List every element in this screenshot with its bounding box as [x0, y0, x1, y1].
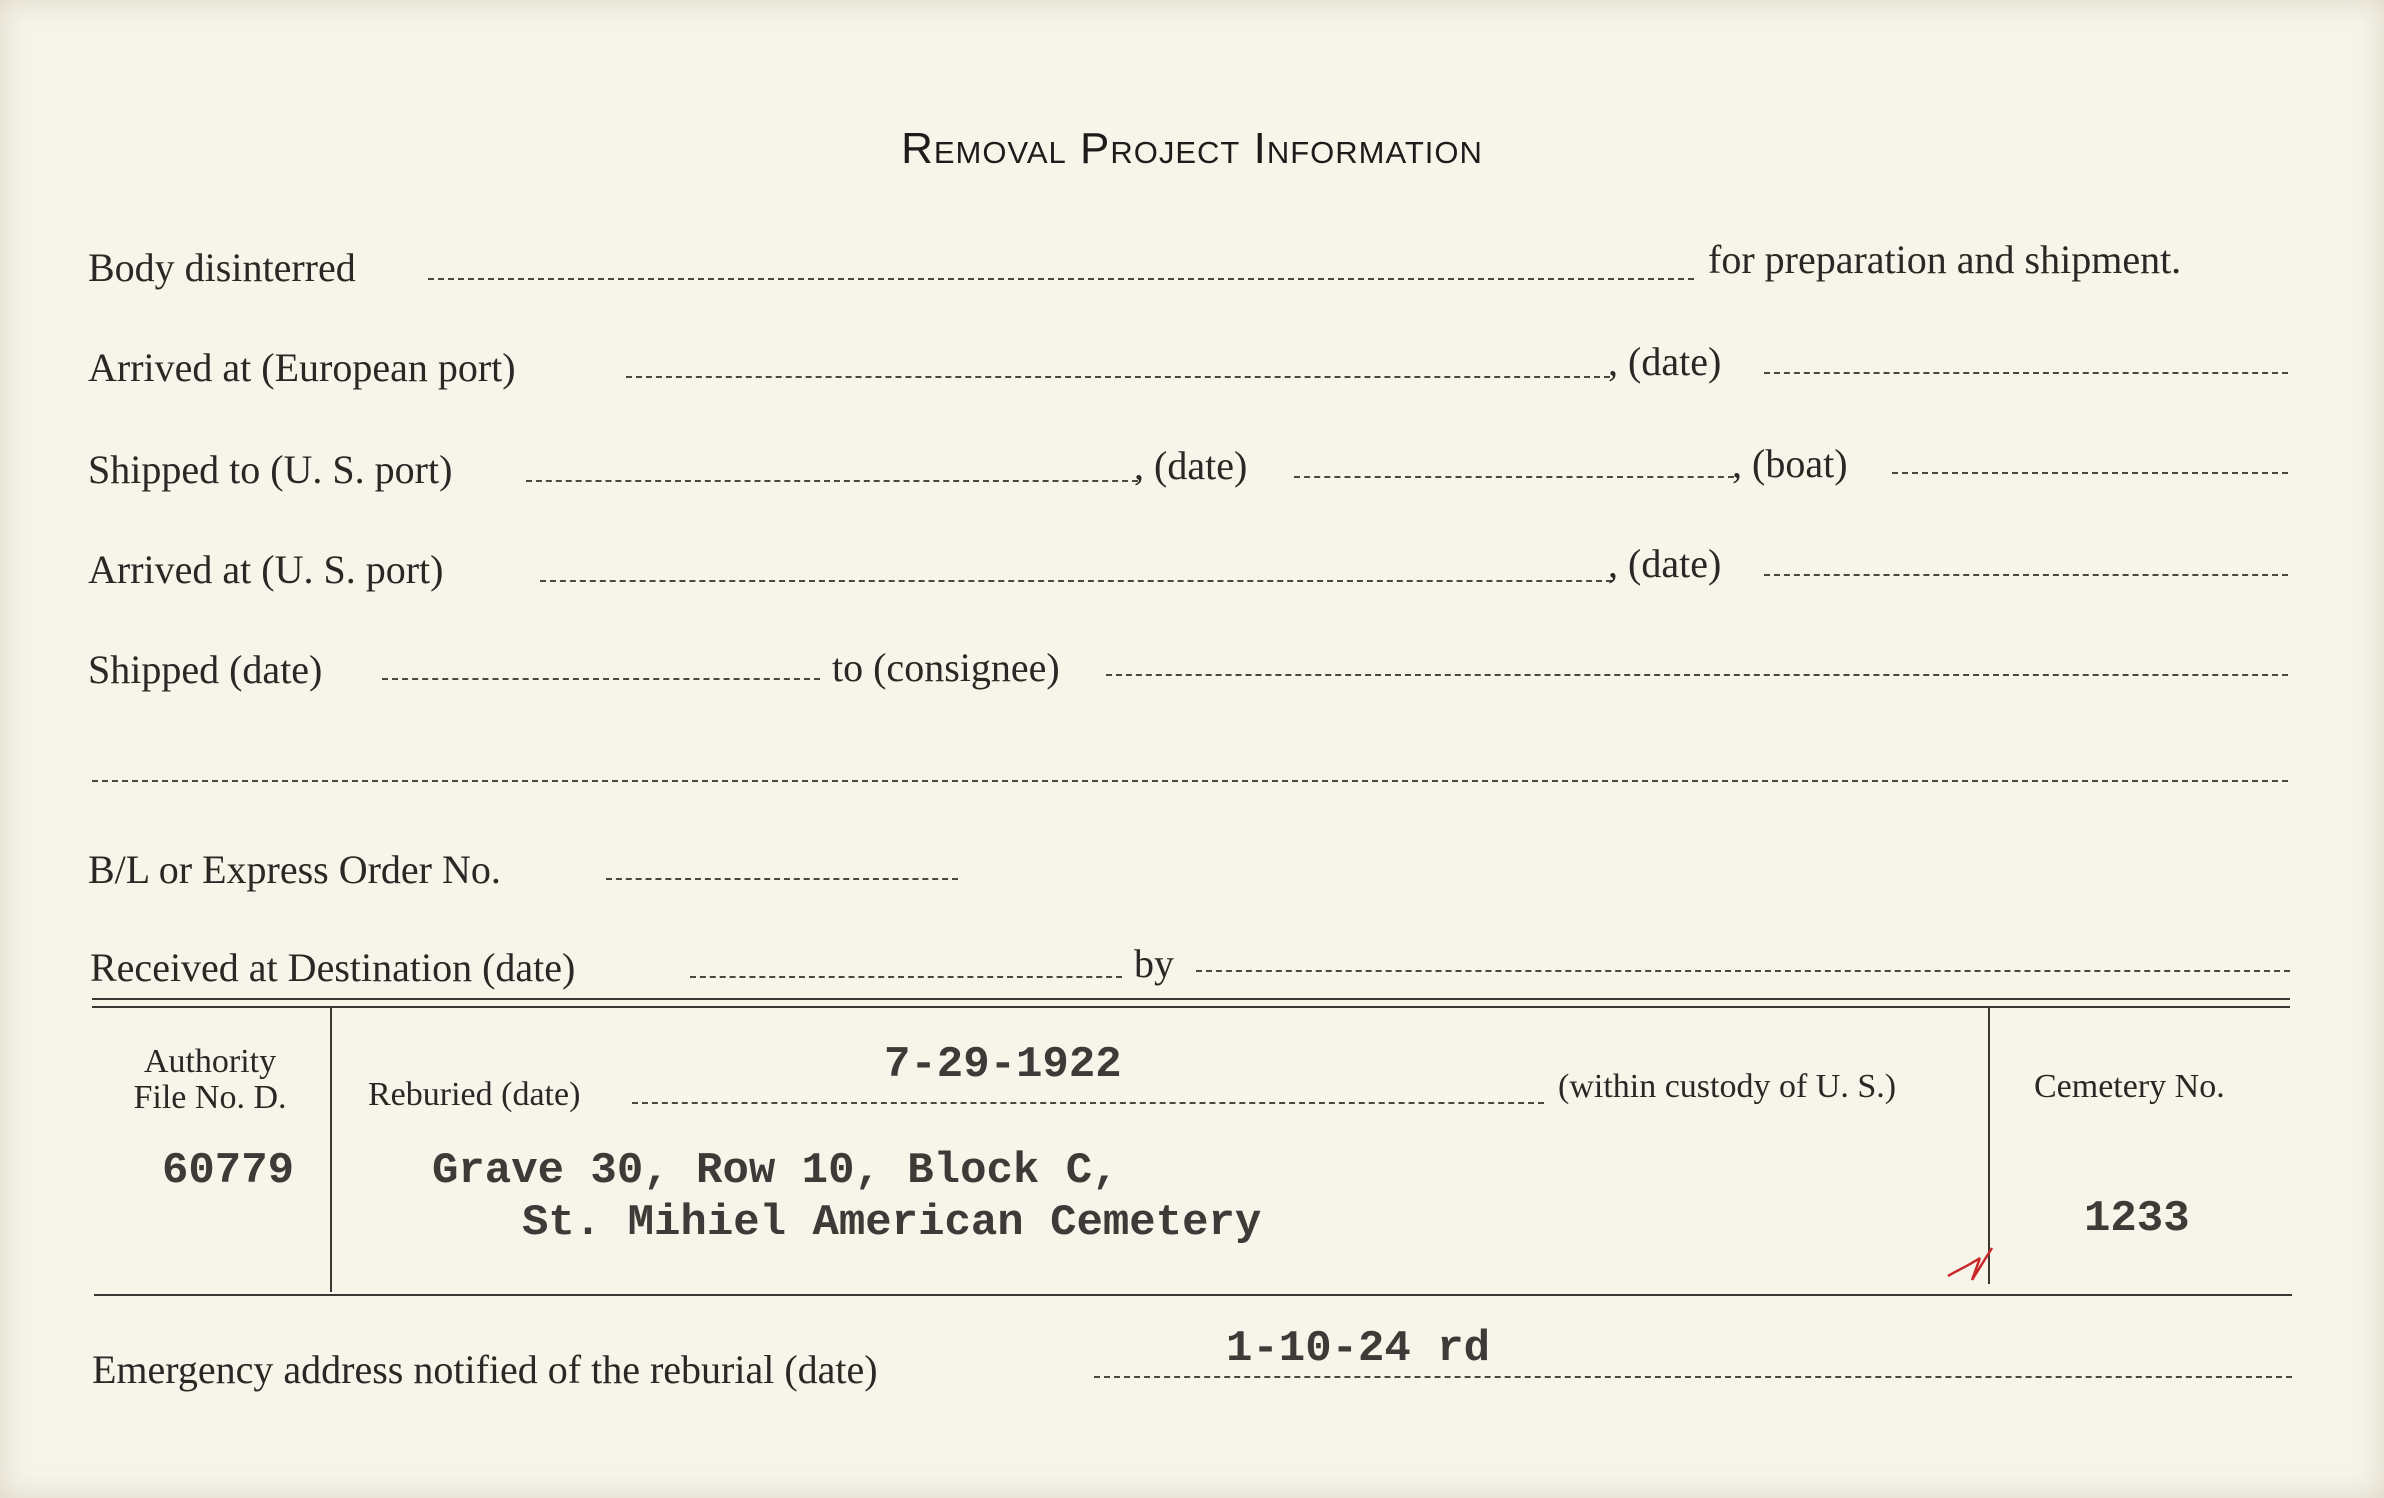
- emergency-date-field: [1094, 1376, 2292, 1378]
- body-disinterred-label: Body disinterred: [88, 245, 356, 290]
- location-line-2: St. Mihiel American Cemetery: [522, 1198, 1262, 1248]
- location-line-1: Grave 30, Row 10, Block C,: [432, 1146, 1119, 1196]
- consignee-field: [1106, 674, 2288, 676]
- us-port-field: [526, 480, 1138, 482]
- shipped-us-label: Shipped to (U. S. port): [88, 447, 453, 492]
- arrived-us-date-field: [1764, 574, 2288, 576]
- arrived-us-label: Arrived at (U. S. port): [88, 547, 444, 592]
- arrived-us-field: [540, 580, 1612, 582]
- shipped-date-label: Shipped (date): [88, 647, 323, 692]
- box-divider-left: [330, 1008, 332, 1292]
- authority-line-2: File No. D.: [133, 1079, 287, 1116]
- boat-field: [1892, 472, 2288, 474]
- received-by-field: [1196, 970, 2290, 972]
- arrived-european-label: Arrived at (European port): [88, 345, 516, 390]
- red-check-mark: [1944, 1244, 1996, 1284]
- consignee-continuation-field: [92, 780, 2288, 782]
- box-top-rule-2: [92, 1006, 2290, 1008]
- cemetery-number: 1233: [2084, 1194, 2190, 1244]
- received-date-field: [690, 976, 1122, 978]
- card-title: Removal Project Information: [901, 124, 1483, 173]
- received-label: Received at Destination (date): [90, 945, 576, 990]
- box-divider-right: [1988, 1008, 1990, 1284]
- body-disinterred-field: [428, 278, 1694, 280]
- file-number: 60779: [162, 1146, 295, 1196]
- box-top-rule-1: [92, 998, 2290, 1000]
- boat-label: , (boat): [1732, 441, 1848, 486]
- date-label-3: , (date): [1608, 541, 1722, 586]
- authority-line-1: Authority: [143, 1043, 277, 1080]
- authority-label: [100, 1044, 320, 1116]
- reburied-date-field: [632, 1102, 1544, 1104]
- european-port-field: [626, 376, 1610, 378]
- date-label-1: , (date): [1608, 339, 1722, 384]
- european-date-field: [1764, 372, 2288, 374]
- emergency-date-value: 1-10-24 rd: [1226, 1324, 1491, 1374]
- shipped-date-field-2: [382, 678, 820, 680]
- cemetery-no-label: Cemetery No.: [2034, 1068, 2225, 1105]
- by-label: by: [1134, 941, 1174, 986]
- reburied-label: Reburied (date): [368, 1076, 581, 1113]
- emergency-label: Emergency address notified of the reburial (date): [92, 1347, 878, 1392]
- box-bottom-rule: [94, 1294, 2292, 1296]
- custody-label: (within custody of U. S.): [1558, 1068, 1897, 1105]
- bl-order-field: [606, 878, 958, 880]
- consignee-label: to (consignee): [832, 645, 1060, 690]
- date-label-2: , (date): [1134, 443, 1248, 488]
- reburied-date-value: 7-29-1922: [884, 1040, 1122, 1090]
- bl-order-label: B/L or Express Order No.: [88, 847, 501, 892]
- shipped-date-field: [1294, 476, 1734, 478]
- for-preparation-label: for preparation and shipment.: [1708, 237, 2182, 282]
